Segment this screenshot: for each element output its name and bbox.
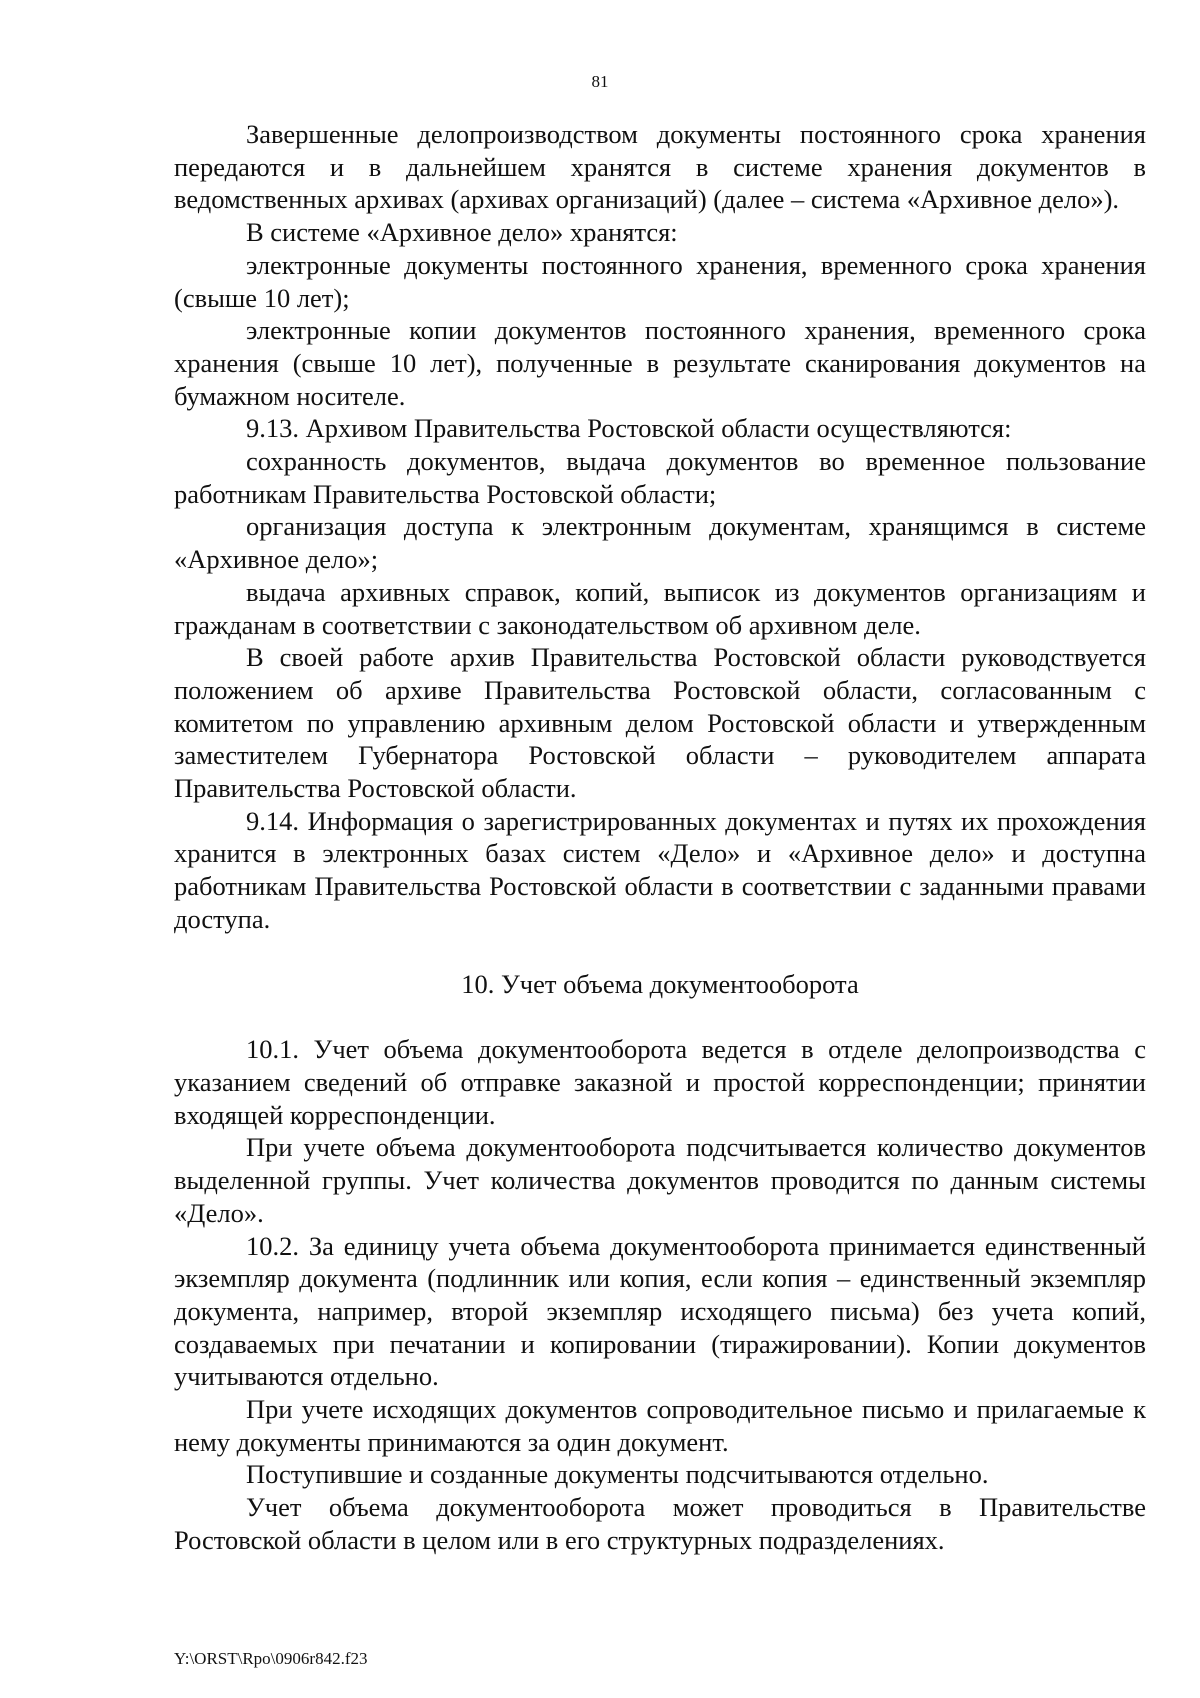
paragraph: Завершенные делопроизводством документы постоянного срока хранения передаются и в дальнейшем хранятся в системе хранения документов в ведомственных архивах (архивах организаций) (далее – система «Архивное дело»). bbox=[174, 119, 1146, 215]
paragraph: сохранность документов, выдача документов во временное пользование работникам Правительства Ростовской области; bbox=[174, 446, 1146, 509]
paragraph: электронные документы постоянного хранения, временного срока хранения (свыше 10 лет); bbox=[174, 249, 1146, 313]
page-number: 81 bbox=[591, 72, 609, 91]
paragraph: Учет объема документооборота может проводиться в Правительстве Ростовской области в целом или в его структурных подразделениях. bbox=[174, 1492, 1146, 1555]
paragraph: электронные копии документов постоянного хранения, временного срока хранения (свыше 10 лет), полученные в результате сканирования документов на бумажном носителе. bbox=[174, 315, 1146, 411]
document-body bbox=[174, 118, 1146, 1557]
paragraph: 10.1. Учет объема документооборота ведется в отделе делопроизводства с указанием сведений об отправке заказной и простой корреспонденции; принятии входящей корреспонденции. bbox=[174, 1034, 1146, 1130]
paragraph: выдача архивных справок, копий, выписок из документов организациям и гражданам в соответствии с законодательством об архивном деле. bbox=[174, 576, 1146, 640]
paragraph: При учете объема документооборота подсчитывается количество документов выделенной группы. Учет количества документов проводится по данным системы «Дело». bbox=[174, 1132, 1146, 1228]
paragraph: В системе «Архивное дело» хранятся: bbox=[246, 217, 678, 248]
paragraph: В своей работе архив Правительства Ростовской области руководствуется положением об архиве Правительства Ростовской области, согласованным с комитетом по управлению архивным делом Ростовской области и утвержденным заместителем Губернатора Ростовской области – руководителем аппарата Правительства Ростовской области. bbox=[174, 642, 1146, 804]
paragraph: 10.2. За единицу учета объема документооборота принимается единственный экземпляр документа (подлинник или копия, если копия – единственный экземпляр документа, например, второй экземпляр исходящего письма) без учета копий, создаваемых при печатании и копировании (тиражировании). Копии документов учитываются отдельно. bbox=[174, 1230, 1146, 1392]
section-heading: 10. Учет объема документооборота bbox=[461, 968, 859, 999]
paragraph: Поступившие и созданные документы подсчитываются отдельно. bbox=[246, 1459, 989, 1490]
paragraph: 9.14. Информация о зарегистрированных документах и путях их прохождения хранится в электронных базах систем «Дело» и «Архивное дело» и доступна работникам Правительства Ростовской области в соответствии с заданными правами доступа. bbox=[174, 805, 1146, 934]
paragraph: организация доступа к электронным документам, хранящимся в системе «Архивное дело»; bbox=[174, 511, 1146, 575]
file-path-footer: Y:\ORST\Rpo\0906r842.f23 bbox=[174, 1649, 368, 1668]
paragraph: 9.13. Архивом Правительства Ростовской области осуществляются: bbox=[246, 413, 1012, 444]
paragraph: При учете исходящих документов сопроводительное письмо и прилагаемые к нему документы принимаются за один документ. bbox=[174, 1394, 1146, 1457]
